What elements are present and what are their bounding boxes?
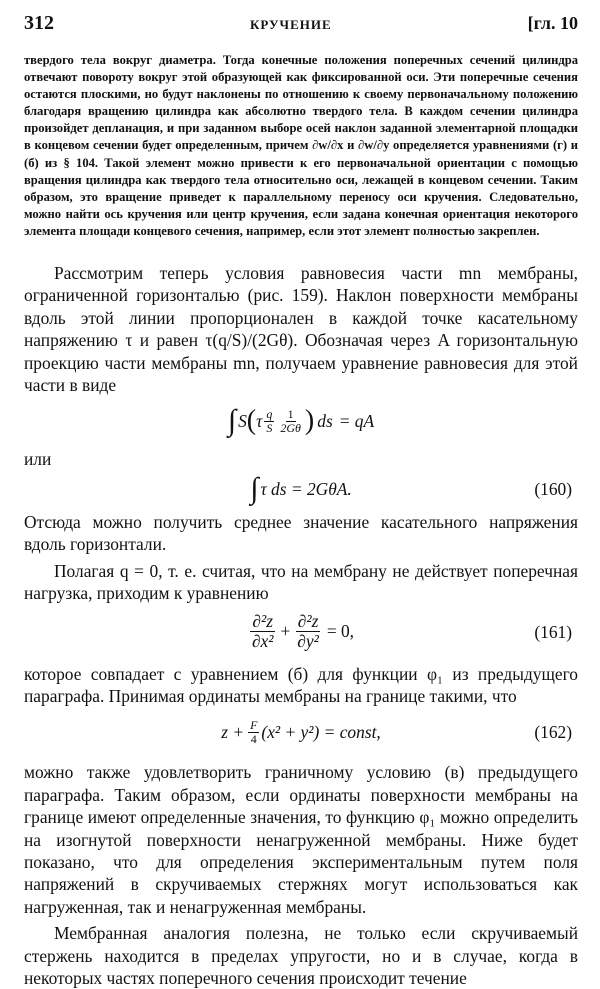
eq-differential: ds — [317, 411, 333, 432]
equation-number: (161) — [534, 621, 572, 642]
equation-161 — [24, 605, 578, 659]
fraction-numerator: 1 — [287, 406, 294, 421]
fraction-one-over-2gtheta — [278, 408, 303, 435]
fraction-f-over-4 — [248, 719, 259, 746]
fraction-numerator: F — [250, 717, 258, 732]
eq-160-body: τ ds = 2GθA. — [260, 478, 352, 499]
paragraph-equilibrium: Рассмотрим теперь условия равновесия части mn мембраны, ограниченной горизонталью (рис. 159). Наклон поверхности мембраны вдоль этой линии пропорционален в каждой точке касательному напряжению τ и равен τ(q/S)/(2Gθ). Обозначая через A горизонтальную проекцию части мембраны mn, получаем уравнение равновесия для этой части в виде — [24, 263, 578, 396]
paren-close: ) — [304, 405, 315, 437]
integral-sign: ∫ — [250, 471, 259, 505]
fraction-denominator: 2Gθ — [280, 420, 301, 435]
fraction-numerator: q — [266, 406, 273, 421]
running-title: КРУЧЕНИЕ — [249, 17, 332, 32]
paragraph-membrane-analogy: Мембранная аналогия полезна, не только если скручиваемый стержень находится в пределах упругости, но и в случае, когда в некоторых частях поперечного сечения происходит течение — [24, 923, 578, 988]
eq-rhs: = qA — [338, 411, 375, 432]
fraction-q-over-s — [264, 408, 274, 435]
partial-fraction-y — [295, 612, 321, 651]
partial-fraction-x — [250, 612, 276, 651]
paragraph-phi-function: которое совпадает с уравнением (б) для функции φ₁ из предыдущего параграфа. Принимая ординаты мембраны на границе такими, что — [24, 663, 578, 706]
fraction-numerator: ∂²z — [297, 610, 319, 631]
paragraph-average-stress: Отсюда можно получить среднее значение касательного напряжения вдоль горизонтали. — [24, 511, 578, 555]
page-number: 312 — [24, 12, 54, 34]
equation-number: (162) — [534, 722, 572, 743]
equation-162 — [24, 707, 578, 757]
small-print-paragraph: твердого тела вокруг диаметра. Тогда конечные положения поперечных сечений цилиндра отвечают повороту вокруг этой образующей как фиксированной оси. Эти поперечные сечения остаются плоскими, но будут наклонены по отношению к своему первоначальному положению благодаря вращению цилиндра как абсолютно твердого тела. В каждом сечении цилиндра произойдет депланация, и при заданном выборе осей наклон заданной элементарной площадки в концевом сечении будет определенным, причем ∂w/∂x и ∂w/∂y определяется уравнениями (г) и (б) из § 104. Такой элемент можно привести к его первоначальной ориентации с помощью вращения цилиндра как твердого тела относительно оси, лежащей в концевом сечении. Таким образом, это вращение приведет к параллельному переносу оси кручения. Следовательно, можно найти ось кручения или центр кручения, если задана конечная ориентация некоторого элемента площади концевого сечения, например, если этот элемент полностью закреплен. — [24, 53, 578, 238]
chapter-label: [гл. 10 — [527, 13, 578, 33]
eq-symbol-S: S — [238, 411, 247, 432]
fraction-denominator: ∂y² — [297, 631, 319, 651]
eq-rest: (x² + y²) = const, — [261, 722, 381, 743]
word-or: или — [24, 449, 52, 470]
paragraph-zero-load: Полагая q = 0, т. е. считая, что на мембрану не действует поперечная нагрузка, приходим к уравнению — [24, 560, 578, 604]
fraction-denominator: ∂x² — [251, 631, 274, 651]
paren-open: ( — [246, 405, 257, 437]
page-header — [24, 12, 578, 42]
equation-160 — [24, 471, 578, 507]
eq-rhs: = 0, — [326, 621, 355, 642]
integral-sign: ∫ — [227, 404, 237, 438]
equation-number: (160) — [534, 478, 572, 499]
eq-plus: + — [280, 621, 291, 642]
fraction-numerator: ∂²z — [252, 610, 273, 631]
equation-equilibrium — [24, 396, 578, 446]
paragraph-boundary: можно также удовлетворить граничному условию (в) предыдущего параграфа. Таким образом, если ординаты поверхности мембраны на границе имеют определенные значения, то функцию φ₁ можно определить на изогнутой поверхности ненагруженной мембраны. Ниже будет показано, что для определения экспериментальным путем поля напряжений в скручиваемых стержнях могут использоваться как нагруженная, так и ненагруженная мембраны. — [24, 762, 578, 917]
eq-symbol-tau: τ — [256, 411, 263, 432]
fraction-denominator: S — [266, 420, 273, 435]
fraction-denominator: 4 — [250, 731, 257, 746]
eq-z: z + — [221, 722, 245, 743]
